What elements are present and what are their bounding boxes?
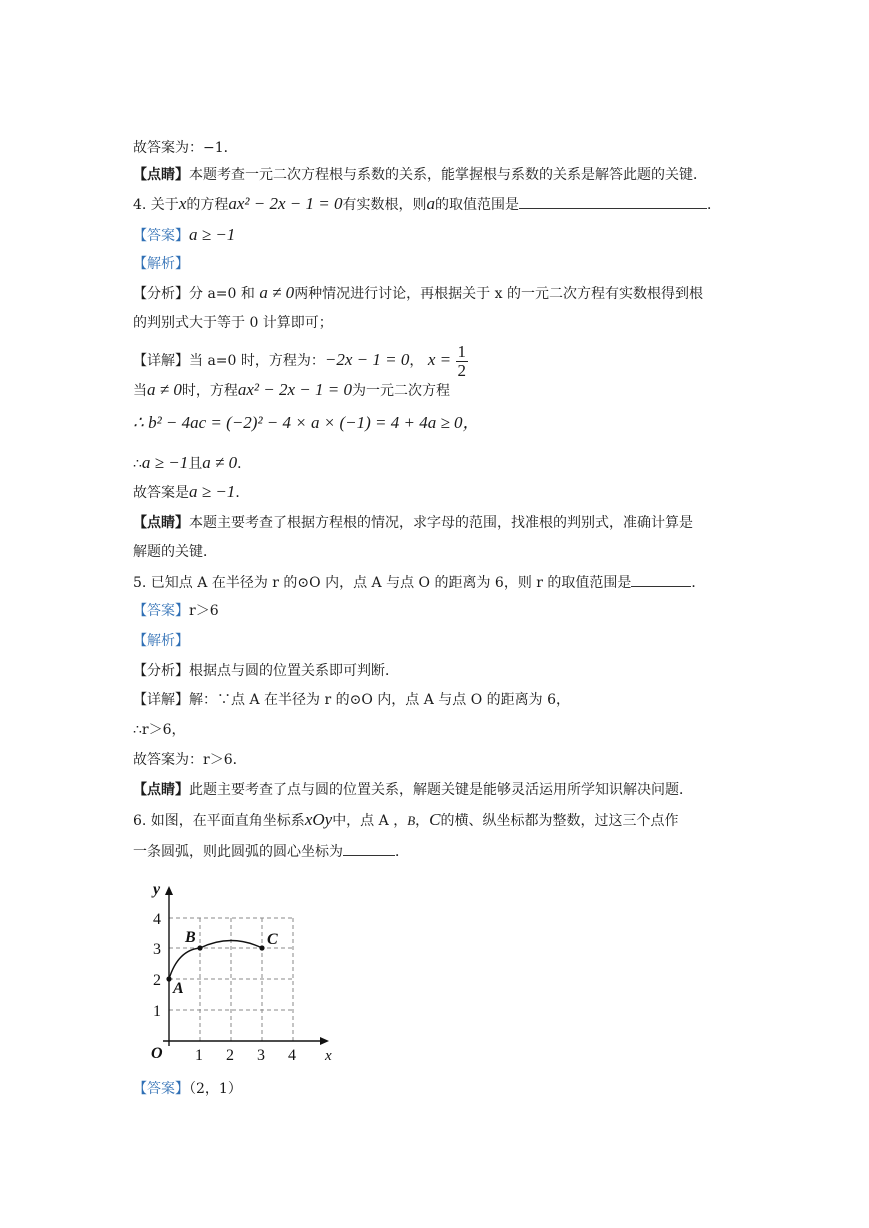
x-tick-4: 4 xyxy=(288,1047,296,1064)
axes xyxy=(163,886,329,1046)
q5-final: 故答案为：r＞6． xyxy=(133,752,247,768)
point-c-label: C xyxy=(267,931,278,948)
q4-analysis-1: 【分析】分 a=0 和 a ≠ 0两种情况进行讨论，再根据关于 x 的一元二次方程有实数根得到根 xyxy=(133,283,703,302)
q4-answer: 【答案】a ≥ −1 xyxy=(133,225,236,244)
x-tick-1: 1 xyxy=(195,1047,203,1064)
line-1: 故答案为：−1． xyxy=(133,140,238,156)
q5-answer: 【答案】r＞6 xyxy=(133,603,219,619)
y-tick-2: 2 xyxy=(153,972,161,989)
y-tick-3: 3 xyxy=(153,941,161,958)
x-tick-2: 2 xyxy=(226,1047,234,1064)
question-6: 6. 如图，在平面直角坐标系xOy中，点 A ，B，C的横、纵坐标都为整数，过这三个点作 xyxy=(133,810,679,829)
point-a-label: A xyxy=(173,980,184,997)
question-6-line2: 一条圆弧，则此圆弧的圆心坐标为 ． xyxy=(133,841,409,862)
q4-comment-2: 解题的关键． xyxy=(133,544,217,560)
q5-jiexi: 【解析】 xyxy=(133,633,189,649)
q6-answer: 【答案】（2，1） xyxy=(133,1081,242,1097)
q5-detail-2: ∴r＞6， xyxy=(133,722,186,738)
q4-detail-3: ∴ b² − 4ac = (−2)² − 4 × a × (−1) = 4 + 4a ≥ 0， xyxy=(133,413,480,432)
q5-detail: 【详解】解：∵点 A 在半径为 r 的⊙O 内，点 A 与点 O 的距离为 6， xyxy=(133,692,571,708)
coordinate-figure xyxy=(133,878,343,1068)
point-a xyxy=(166,976,171,981)
point-c xyxy=(259,945,264,950)
arc xyxy=(169,941,262,980)
axis-y-label: y xyxy=(153,881,161,898)
q5-comment: 【点睛】此题主要考查了点与圆的位置关系，解题关键是能够灵活运用所学知识解决问题． xyxy=(133,782,693,798)
q4-analysis-2: 的判别式大于等于 0 计算即可； xyxy=(133,315,333,331)
q4-comment-1: 【点睛】本题主要考查了根据方程根的情况，求字母的范围，找准根的判别式，准确计算是 xyxy=(133,515,693,531)
y-tick-4: 4 xyxy=(153,911,161,928)
question-4: 4. 关于x的方程ax² − 2x − 1 = 0有实数根，则a的取值范围是 ． xyxy=(133,194,721,213)
point-b xyxy=(197,945,202,950)
x-tick-3: 3 xyxy=(257,1047,265,1064)
q4-final: 故答案是a ≥ −1． xyxy=(133,482,250,501)
origin-label: O xyxy=(151,1045,163,1062)
fraction: $\frac{1}{2}$ xyxy=(457,341,467,380)
line-2: 【点睛】本题考查一元二次方程根与系数的关系，能掌握根与系数的关系是解答此题的关键． xyxy=(133,167,707,183)
question-5: 5. 已知点 A 在半径为 r 的⊙O 内，点 A 与点 O 的距离为 6，则 r 的取值范围是 ． xyxy=(133,572,705,593)
axis-x-label: x xyxy=(325,1048,332,1064)
q5-analysis: 【分析】根据点与圆的位置关系即可判断． xyxy=(133,663,399,679)
point-b-label: B xyxy=(185,929,196,946)
y-tick-1: 1 xyxy=(153,1003,161,1020)
q4-detail-4: ∴a ≥ −1且a ≠ 0． xyxy=(133,453,252,472)
q4-detail-1: 【详解】当 a=0 时，方程为：−2x − 1 = 0， x = $\frac{1}{2}$ xyxy=(133,341,467,380)
q4-jiexi: 【解析】 xyxy=(133,256,189,272)
q4-detail-2: 当a ≠ 0时，方程ax² − 2x − 1 = 0为一元二次方程 xyxy=(133,380,450,399)
